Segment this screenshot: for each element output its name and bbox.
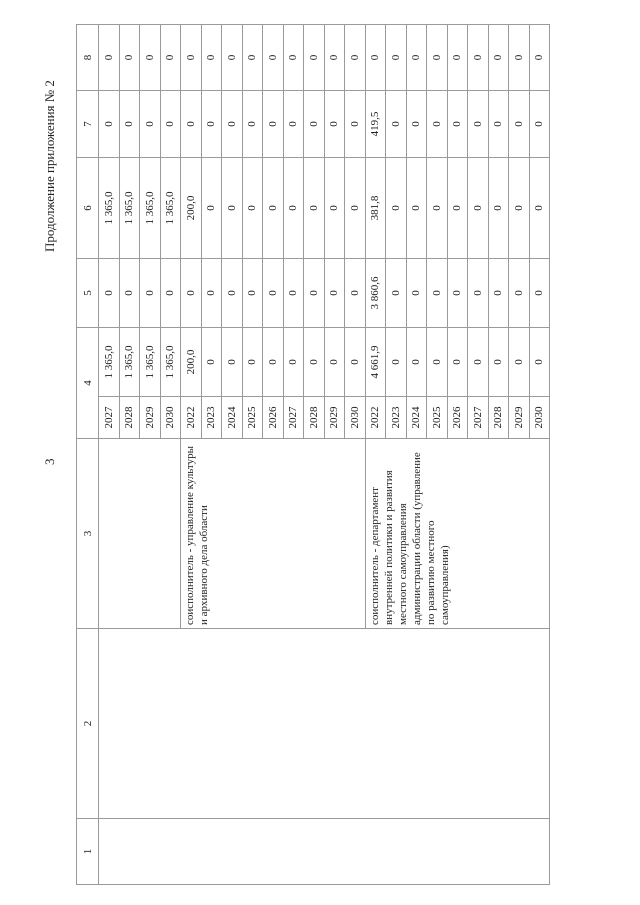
value-cell-c6: 0 — [509, 158, 530, 259]
col1-cell — [99, 819, 550, 885]
year-cell: 2029 — [324, 397, 345, 439]
value-cell-c5: 0 — [160, 259, 181, 328]
value-cell-c5: 0 — [427, 259, 448, 328]
value-cell-c6: 0 — [324, 158, 345, 259]
value-cell-c6: 1 365,0 — [140, 158, 161, 259]
value-cell-c6: 0 — [386, 158, 407, 259]
value-cell-c6: 1 365,0 — [119, 158, 140, 259]
value-cell-c5: 0 — [529, 259, 550, 328]
year-cell: 2026 — [447, 397, 468, 439]
table-row — [99, 25, 120, 885]
value-cell-c7: 419,5 — [365, 91, 386, 158]
value-cell-c4: 0 — [201, 328, 222, 397]
value-cell-c8: 0 — [365, 25, 386, 91]
year-cell: 2024 — [222, 397, 243, 439]
value-cell-c4: 0 — [263, 328, 284, 397]
value-cell-c4: 0 — [242, 328, 263, 397]
year-cell: 2029 — [509, 397, 530, 439]
header-cell: 2 — [77, 629, 99, 819]
value-cell-c7: 0 — [304, 91, 325, 158]
value-cell-c8: 0 — [99, 25, 120, 91]
value-cell-c8: 0 — [201, 25, 222, 91]
value-cell-c4: 0 — [222, 328, 243, 397]
value-cell-c8: 0 — [181, 25, 202, 91]
value-cell-c5: 0 — [140, 259, 161, 328]
value-cell-c5: 0 — [222, 259, 243, 328]
value-cell-c6: 0 — [304, 158, 325, 259]
value-cell-c6: 0 — [468, 158, 489, 259]
value-cell-c6: 0 — [242, 158, 263, 259]
value-cell-c7: 0 — [324, 91, 345, 158]
value-cell-c4: 0 — [427, 328, 448, 397]
value-cell-c4: 1 365,0 — [140, 328, 161, 397]
value-cell-c6: 0 — [345, 158, 366, 259]
year-cell: 2030 — [529, 397, 550, 439]
value-cell-c7: 0 — [345, 91, 366, 158]
value-cell-c8: 0 — [283, 25, 304, 91]
value-cell-c5: 0 — [324, 259, 345, 328]
value-cell-c8: 0 — [324, 25, 345, 91]
value-cell-c5: 0 — [201, 259, 222, 328]
value-cell-c5: 0 — [447, 259, 468, 328]
year-cell: 2027 — [283, 397, 304, 439]
value-cell-c4: 0 — [283, 328, 304, 397]
value-cell-c5: 0 — [406, 259, 427, 328]
value-cell-c8: 0 — [242, 25, 263, 91]
year-cell: 2029 — [140, 397, 161, 439]
value-cell-c7: 0 — [181, 91, 202, 158]
value-cell-c8: 0 — [488, 25, 509, 91]
year-cell: 2030 — [345, 397, 366, 439]
value-cell-c4: 0 — [529, 328, 550, 397]
value-cell-c7: 0 — [447, 91, 468, 158]
value-cell-c4: 0 — [468, 328, 489, 397]
value-cell-c7: 0 — [99, 91, 120, 158]
value-cell-c4: 0 — [386, 328, 407, 397]
value-cell-c7: 0 — [242, 91, 263, 158]
value-cell-c6: 0 — [406, 158, 427, 259]
year-cell: 2028 — [304, 397, 325, 439]
year-cell: 2025 — [242, 397, 263, 439]
header-cell: 1 — [77, 819, 99, 885]
value-cell-c5: 3 860,6 — [365, 259, 386, 328]
value-cell-c5: 0 — [181, 259, 202, 328]
value-cell-c4: 0 — [345, 328, 366, 397]
value-cell-c5: 0 — [242, 259, 263, 328]
page-number: 3 — [42, 458, 57, 465]
value-cell-c6: 0 — [529, 158, 550, 259]
value-cell-c4: 0 — [324, 328, 345, 397]
year-cell: 2022 — [181, 397, 202, 439]
value-cell-c6: 0 — [201, 158, 222, 259]
value-cell-c5: 0 — [386, 259, 407, 328]
value-cell-c7: 0 — [427, 91, 448, 158]
value-cell-c8: 0 — [345, 25, 366, 91]
value-cell-c7: 0 — [509, 91, 530, 158]
value-cell-c8: 0 — [468, 25, 489, 91]
value-cell-c6: 0 — [447, 158, 468, 259]
value-cell-c8: 0 — [386, 25, 407, 91]
budget-table — [76, 24, 550, 885]
value-cell-c5: 0 — [263, 259, 284, 328]
value-cell-c4: 0 — [406, 328, 427, 397]
value-cell-c8: 0 — [140, 25, 161, 91]
value-cell-c7: 0 — [140, 91, 161, 158]
year-cell: 2027 — [99, 397, 120, 439]
value-cell-c7: 0 — [529, 91, 550, 158]
value-cell-c5: 0 — [345, 259, 366, 328]
year-cell: 2028 — [119, 397, 140, 439]
executor-cell — [99, 439, 181, 629]
col2-cell — [99, 629, 550, 819]
value-cell-c7: 0 — [201, 91, 222, 158]
value-cell-c5: 0 — [509, 259, 530, 328]
year-cell: 2023 — [201, 397, 222, 439]
value-cell-c4: 0 — [488, 328, 509, 397]
year-cell: 2024 — [406, 397, 427, 439]
value-cell-c7: 0 — [386, 91, 407, 158]
value-cell-c6: 1 365,0 — [99, 158, 120, 259]
value-cell-c4: 1 365,0 — [119, 328, 140, 397]
value-cell-c5: 0 — [468, 259, 489, 328]
year-cell: 2022 — [365, 397, 386, 439]
value-cell-c7: 0 — [119, 91, 140, 158]
header-cell: 8 — [77, 25, 99, 91]
year-cell: 2027 — [468, 397, 489, 439]
value-cell-c6: 0 — [263, 158, 284, 259]
year-cell: 2025 — [427, 397, 448, 439]
value-cell-c5: 0 — [304, 259, 325, 328]
value-cell-c6: 0 — [488, 158, 509, 259]
value-cell-c6: 0 — [283, 158, 304, 259]
value-cell-c7: 0 — [468, 91, 489, 158]
value-cell-c4: 0 — [447, 328, 468, 397]
value-cell-c8: 0 — [447, 25, 468, 91]
executor-cell: соисполнитель - департамент внутренней политики и развития местного самоуправления администрации области (управление по развитию местного самоуправления) — [365, 439, 550, 629]
header-cell: 7 — [77, 91, 99, 158]
header-row — [77, 25, 99, 885]
header-cell: 4 — [77, 328, 99, 439]
value-cell-c7: 0 — [488, 91, 509, 158]
value-cell-c7: 0 — [406, 91, 427, 158]
continuation-label: Продолжение приложения № 2 — [42, 80, 57, 252]
value-cell-c5: 0 — [119, 259, 140, 328]
value-cell-c7: 0 — [160, 91, 181, 158]
value-cell-c6: 381,8 — [365, 158, 386, 259]
value-cell-c6: 0 — [427, 158, 448, 259]
header-cell: 5 — [77, 259, 99, 328]
value-cell-c8: 0 — [427, 25, 448, 91]
value-cell-c4: 4 661,9 — [365, 328, 386, 397]
value-cell-c7: 0 — [283, 91, 304, 158]
year-cell: 2023 — [386, 397, 407, 439]
value-cell-c8: 0 — [263, 25, 284, 91]
value-cell-c8: 0 — [119, 25, 140, 91]
value-cell-c5: 0 — [99, 259, 120, 328]
value-cell-c6: 1 365,0 — [160, 158, 181, 259]
value-cell-c5: 0 — [488, 259, 509, 328]
value-cell-c8: 0 — [160, 25, 181, 91]
value-cell-c8: 0 — [509, 25, 530, 91]
value-cell-c8: 0 — [304, 25, 325, 91]
value-cell-c4: 1 365,0 — [99, 328, 120, 397]
year-cell: 2026 — [263, 397, 284, 439]
value-cell-c4: 0 — [304, 328, 325, 397]
value-cell-c7: 0 — [222, 91, 243, 158]
value-cell-c8: 0 — [222, 25, 243, 91]
value-cell-c4: 200,0 — [181, 328, 202, 397]
value-cell-c4: 0 — [509, 328, 530, 397]
value-cell-c6: 0 — [222, 158, 243, 259]
header-cell: 3 — [77, 439, 99, 629]
value-cell-c8: 0 — [529, 25, 550, 91]
year-cell: 2030 — [160, 397, 181, 439]
year-cell: 2028 — [488, 397, 509, 439]
value-cell-c6: 200,0 — [181, 158, 202, 259]
value-cell-c5: 0 — [283, 259, 304, 328]
value-cell-c7: 0 — [263, 91, 284, 158]
executor-cell: соисполнитель - управление культуры и архивного дела области — [181, 439, 366, 629]
value-cell-c4: 1 365,0 — [160, 328, 181, 397]
value-cell-c8: 0 — [406, 25, 427, 91]
header-cell: 6 — [77, 158, 99, 259]
